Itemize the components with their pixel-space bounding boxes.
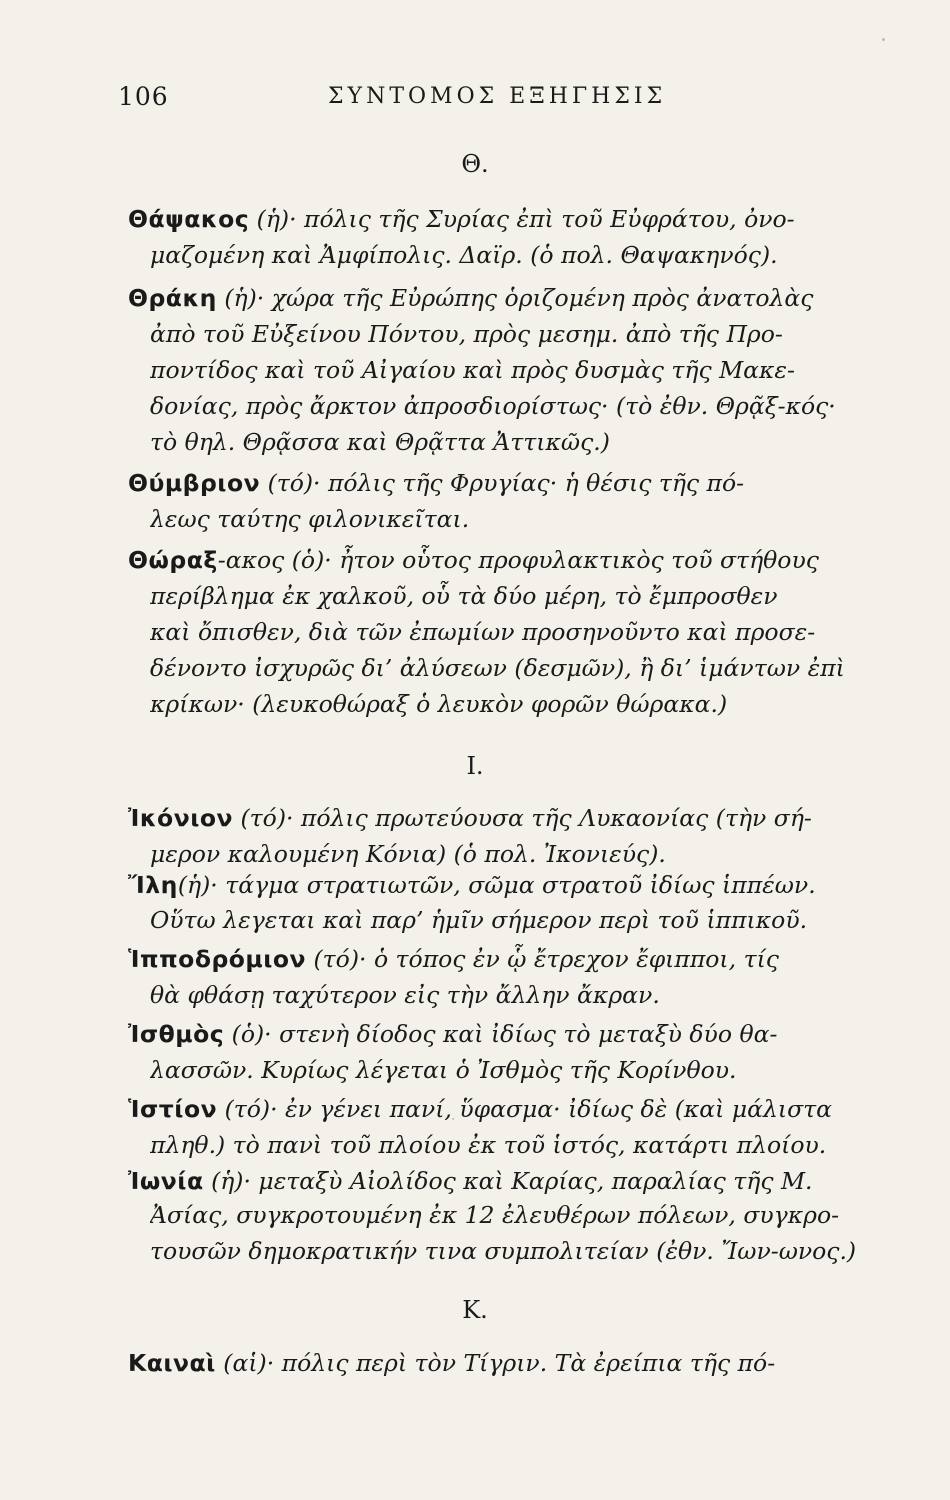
section-heading-kappa: Κ.: [462, 1296, 488, 1324]
entry-text: (ἡ)· τάγμα στρατιωτῶν, σῶμα στρατοῦ ἰδίως ἱππέων.: [177, 871, 816, 899]
running-head: [118, 82, 878, 122]
entry-first-line: [128, 1348, 858, 1378]
headword: Ἰκόνιον: [128, 804, 234, 832]
entry-continuation-line: λασσῶν. Κυρίως λέγεται ὁ Ἰσθμὸς τῆς Κορίνθου.: [150, 1056, 737, 1084]
headword: Ἰσθμὸς: [128, 1020, 225, 1048]
entry-continuation-line: λεως ταύτης φιλονικεῖται.: [150, 505, 470, 533]
entry-first-line: [128, 283, 858, 313]
entry-continuation-line: δονίας, πρὸς ἄρκτον ἀπροσδιορίστως· (τὸ ἐθν. Θρᾷξ-κός·: [150, 392, 836, 420]
entry-first-line: [128, 545, 858, 575]
headword: Θάψακος: [128, 205, 250, 233]
entry-first-line: [128, 870, 858, 900]
entry-continuation-line: κρίκων· (λευκοθώραξ ὁ λευκὸν φορῶν θώρακα.): [150, 690, 728, 718]
entry-continuation-line: τὸ θηλ. Θρᾷσσα καὶ Θρᾷττα Ἀττικῶς.): [150, 428, 610, 456]
headword: Καιναὶ: [128, 1349, 216, 1377]
entry-continuation-line: καὶ ὄπισθεν, διὰ τῶν ἐπωμίων προσηνοῦντο καὶ προσε-: [150, 618, 816, 646]
entry-text: (τό)· πόλις τῆς Φρυγίας· ἡ θέσις τῆς πό-: [260, 469, 745, 497]
entry-text: (ὁ)· στενὴ δίοδος καὶ ἰδίως τὸ μεταξὺ δύο θα-: [224, 1020, 778, 1048]
entry-continuation-line: δένοντο ἰσχυρῶς δι’ ἀλύσεων (δεσμῶν), ἢ δι’ ἱμάντων ἐπὶ: [150, 654, 845, 682]
section-heading-iota: Ι.: [466, 752, 484, 780]
entry-first-line: [128, 803, 858, 833]
entry-continuation-line: ἀπὸ τοῦ Εὐξείνου Πόντου, πρὸς μεσημ. ἀπὸ τῆς Προ-: [150, 320, 783, 348]
entry-first-line: [128, 1019, 858, 1049]
entry-continuation-line: μαζομένη καὶ Ἀμφίπολις. Δαϊρ. (ὁ πολ. Θαψακηνός).: [150, 241, 778, 269]
headword: Ἴλη: [128, 871, 178, 899]
entry-first-line: [128, 468, 858, 498]
entry-text: (τό)· ἐν γένει πανί, ὕφασμα· ἰδίως δὲ (καὶ μάλιστα: [217, 1095, 832, 1123]
entry-continuation-line: θὰ φθάσῃ ταχύτερον εἰς τὴν ἄλλην ἄκραν.: [150, 981, 660, 1009]
entry-first-line: [128, 1094, 858, 1124]
entry-text: -ακος (ὁ)· ἦτον οὗτος προφυλακτικὸς τοῦ στήθους: [217, 546, 819, 574]
page-number: 106: [118, 82, 169, 111]
entry-text: (αἱ)· πόλις περὶ τὸν Τίγριν. Τὰ ἐρείπια τῆς πό-: [215, 1349, 776, 1377]
entry-text: (ἡ)· μεταξὺ Αἰολίδος καὶ Καρίας, παραλίας τῆς Μ.: [203, 1167, 813, 1195]
entry-continuation-line: μερον καλουμένη Κόνια) (ὁ πολ. Ἰκονιεύς).: [150, 840, 666, 868]
headword: Θώραξ: [128, 546, 218, 574]
entry-text: (ἡ)· χώρα τῆς Εὐρώπης ὁριζομένη πρὸς ἀνατολὰς: [216, 284, 814, 312]
entry-continuation-line: τουσῶν δημοκρατικήν τινα συμπολιτείαν (ἐθν. Ἴων-ωνος.): [150, 1237, 857, 1265]
entry-continuation-line: Οὕτω λεγεται καὶ παρ’ ἡμῖν σήμερον περὶ τοῦ ἱππικοῦ.: [150, 906, 808, 934]
entry-text: (τό)· ὁ τόπος ἐν ᾧ ἔτρεχον ἔφιπποι, τίς: [306, 945, 779, 973]
entry-continuation-line: Ἀσίας, συγκροτουμένη ἐκ 12 ἐλευθέρων πόλεων, συγκρο-: [150, 1201, 840, 1229]
entry-first-line: [128, 204, 858, 234]
entry-continuation-line: ποντίδος καὶ τοῦ Αἰγαίου καὶ πρὸς δυσμὰς τῆς Μακε-: [150, 356, 795, 384]
headword: Ἱστίον: [128, 1095, 218, 1123]
section-heading-theta: Θ.: [461, 150, 489, 178]
headword: Θράκη: [128, 284, 217, 312]
running-title: ΣΥΝΤΟΜΟΣ ΕΞΗΓΗΣΙΣ: [328, 84, 667, 109]
headword: Ἰωνία: [128, 1167, 204, 1195]
headword: Ἱπποδρόμιον: [128, 945, 307, 973]
entry-first-line: [128, 1166, 858, 1196]
headword: Θύμβριον: [128, 469, 261, 497]
entry-continuation-line: περίβλημα ἐκ χαλκοῦ, οὗ τὰ δύο μέρη, τὸ ἔμπροσθεν: [150, 582, 778, 610]
print-speck: [452, 1118, 454, 1120]
entry-text: (ἡ)· πόλις τῆς Συρίας ἐπὶ τοῦ Εὐφράτου, ὀνο-: [249, 205, 795, 233]
print-speck: [882, 38, 885, 41]
entry-first-line: [128, 944, 858, 974]
entry-continuation-line: πληθ.) τὸ πανὶ τοῦ πλοίου ἐκ τοῦ ἱστός, κατάρτι πλοίου.: [150, 1131, 827, 1159]
entry-text: (τό)· πόλις πρωτεύουσα τῆς Λυκαονίας (τὴν σή-: [233, 804, 812, 832]
